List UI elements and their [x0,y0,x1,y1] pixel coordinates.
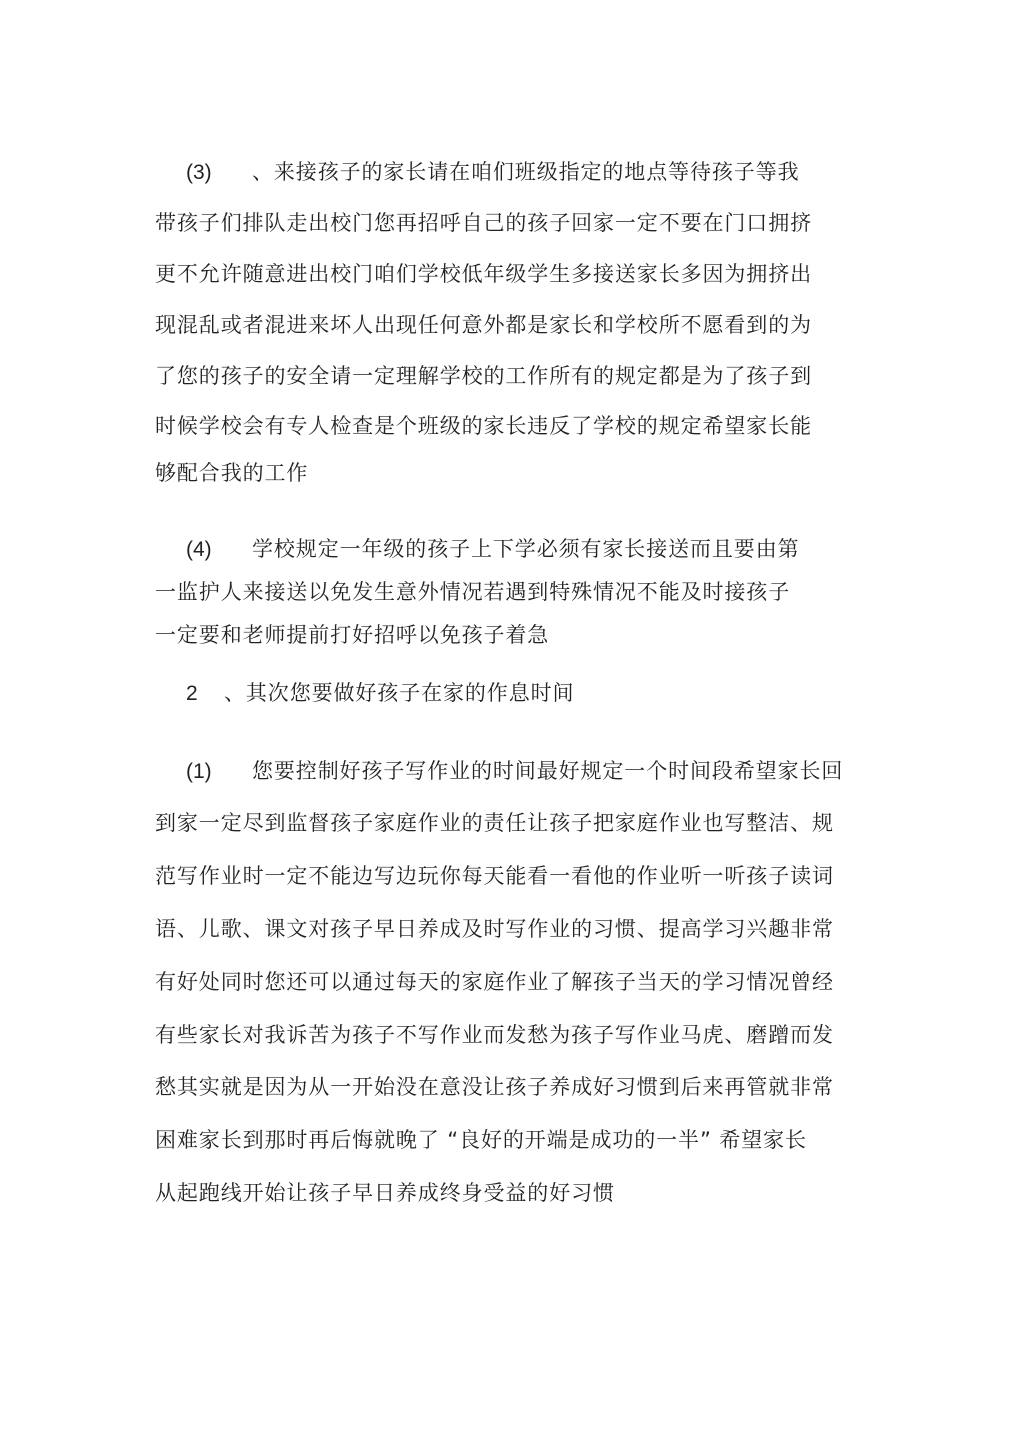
para1-line: 愁其实就是因为从一开始没在意没让孩子养成好习惯到后来再管就非常 [155,1075,834,1099]
para1-line: 您要控制好孩子写作业的时间最好规定一个时间段希望家长回 [252,759,844,783]
para3-line: 带孩子们排队走出校门您再招呼自己的孩子回家一定不要在门口拥挤 [155,211,812,235]
para1-line: 有些家长对我诉苦为孩子不写作业而发愁为孩子写作业马虎、磨蹭而发 [155,1023,834,1047]
para1-line: 范写作业时一定不能边写边玩你每天能看一看他的作业听一听孩子读词 [155,864,834,888]
para3-line: 时候学校会有专人检查是个班级的家长违反了学校的规定希望家长能 [155,414,812,438]
section-heading-marker: 2 [186,682,198,705]
para3-marker: (3) [186,161,212,184]
para4-line: 学校规定一年级的孩子上下学必须有家长接送而且要由第 [252,537,800,561]
para4-line: 一定要和老师提前打好招呼以免孩子着急 [155,623,550,647]
para1-line: 困难家长到那时再后悔就晚了 “良好的开端是成功的一半” 希望家长 [155,1128,807,1152]
para3-line: 了您的孩子的安全请一定理解学校的工作所有的规定都是为了孩子到 [155,364,812,388]
para1-line: 从起跑线开始让孩子早日养成终身受益的好习惯 [155,1181,615,1205]
para4-line: 一监护人来接送以免发生意外情况若遇到特殊情况不能及时接孩子 [155,580,791,604]
para1-line: 语、儿歌、课文对孩子早日养成及时写作业的习惯、提高学习兴趣非常 [155,917,834,941]
para1-marker: (1) [186,760,212,783]
para3-line: 更不允许随意进出校门咱们学校低年级学生多接送家长多因为拥挤出 [155,262,812,286]
para3-line: 、来接孩子的家长请在咱们班级指定的地点等待孩子等我 [252,160,800,184]
para3-line: 现混乱或者混进来坏人出现任何意外都是家长和学校所不愿看到的为 [155,313,812,337]
section-heading: 、其次您要做好孩子在家的作息时间 [224,681,575,705]
para1-line: 有好处同时您还可以通过每天的家庭作业了解孩子当天的学习情况曾经 [155,970,834,994]
para3-line: 够配合我的工作 [155,461,309,485]
para1-line: 到家一定尽到监督孩子家庭作业的责任让孩子把家庭作业也写整洁、规 [155,811,834,835]
para4-marker: (4) [186,538,212,561]
